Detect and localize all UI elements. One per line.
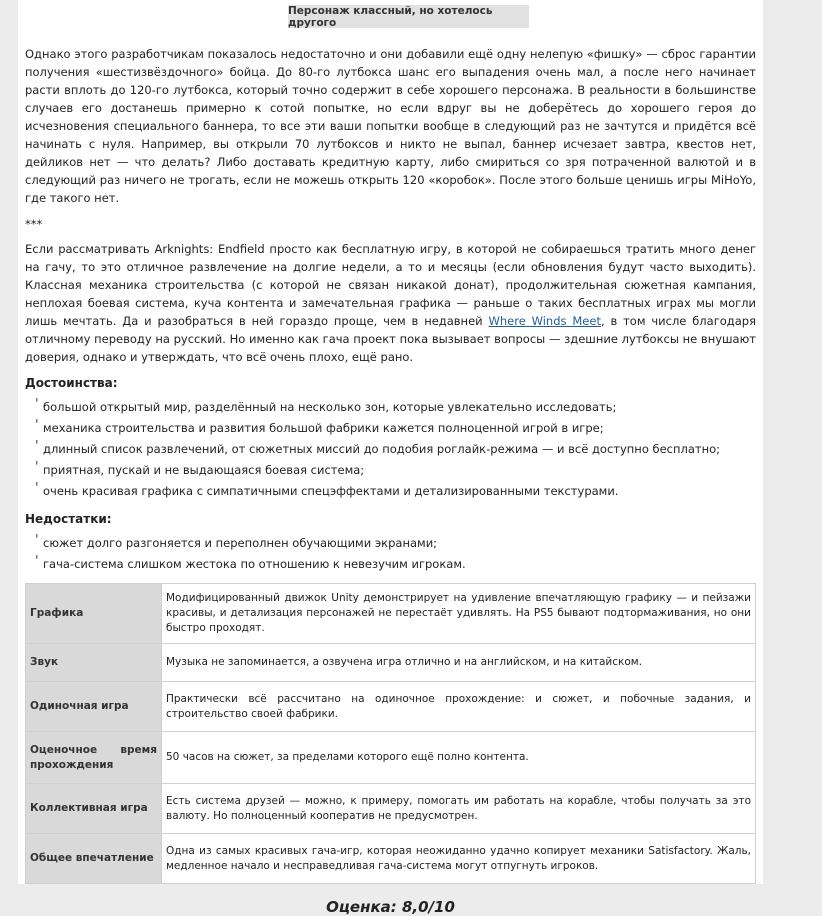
spec-label: Оценочное время прохождения (26, 732, 162, 784)
pros-item (35, 418, 756, 439)
pros-item (35, 439, 756, 460)
final-rating: Оценка: 8,0/10 (326, 898, 455, 916)
table-row (26, 644, 756, 682)
paragraph-conclusion (25, 240, 756, 366)
spec-value: Музыка не запоминается, а озвучена игра отлично и на английском, и на китайском. (162, 644, 756, 682)
pros-item (35, 481, 756, 502)
pros-item-text: механика строительства и развития большой фабрики кажется полноценной игрой в игре; (43, 421, 604, 435)
spec-label: Графика (26, 584, 162, 644)
pros-item-text: большой открытый мир, разделённый на несколько зон, которые увлекательно исследовать; (43, 400, 617, 414)
cons-list (25, 533, 756, 575)
pros-list (25, 397, 756, 502)
bullet-icon: ' (35, 439, 39, 454)
bullet-icon: ' (35, 554, 39, 569)
pros-item-text: длинный список развлечений, от сюжетных миссий до подобия роглайк-режима — и всё доступно бесплатно; (43, 442, 721, 456)
where-winds-meet-link[interactable]: Where Winds Meet (488, 314, 601, 328)
cons-item-text: гача-система слишком жестока по отношению к невезучим игрокам. (43, 557, 466, 571)
paragraph-gacha-reset: Однако этого разработчикам показалось недостаточно и они добавили ещё одну нелепую «фишку» — сброс гарантии получения «шестизвёздочного» бойца. До 80-го лутбокса шанс его выпадения очень мал, а после него начинает расти вплоть до 120-го лутбокса, который точно содержит в себе хорошего персонажа. В реальности в большинстве случаев его достанешь примерно к сотой попытке, но если вдруг вы не доберётесь до хорошего героя до исчезновения специального баннера, то все эти ваши попытки вообще в следующий раз не зачтутся и придётся всё начинать с нуля. Например, вы открыли 70 лутбоксов и никто не выпал, баннер исчезает завтра, квестов нет, дейликов нет — что делать? Либо доставать кредитную карту, либо смириться со зря потраченной валютой и в следующий раз ничего не трогать, если не можешь открыть 120 «коробок». После этого больше ценишь игры MiHoYo, где такого нет. (25, 47, 756, 205)
pros-item-text: приятная, пускай и не выдающаяся боевая система; (43, 463, 365, 477)
article-page (18, 0, 763, 916)
pros-item (35, 397, 756, 418)
cons-item (35, 554, 756, 575)
spec-label: Звук (26, 644, 162, 682)
pros-item (35, 460, 756, 481)
bullet-icon: ' (35, 460, 39, 475)
cons-heading: Недостатки: (25, 512, 112, 526)
section-separator: *** (25, 217, 43, 231)
table-row (26, 732, 756, 784)
spec-label: Одиночная игра (26, 682, 162, 732)
table-row (26, 784, 756, 834)
spec-value: Одна из самых красивых гача-игр, которая неожиданно удачно копирует механики Satisfactory. Жаль, медленное начало и несправедливая гача-система могут отпугнуть игроков. (162, 834, 756, 884)
table-row (26, 584, 756, 644)
pros-item-text: очень красивая графика с симпатичными спецэффектами и детализированными текстурами. (43, 484, 619, 498)
spec-label: Коллективная игра (26, 784, 162, 834)
paragraph-text: Если рассматривать Arknights: Endfield просто как бесплатную игру, в которой не собираешься тратить много денег на гачу, то это отличное развлечение на долгие недели, а то и месяцы (если обновления будут часто выходить). Классная механика строительства (с которой не связан никакой донат), продолжительная сюжетная кампания, неплохая боевая система, куча контента и замечательная графика — раньше о таких бесплатных играх мы могли лишь мечтать. Да и разобраться в ней гораздо проще, чем в недавней (25, 242, 756, 328)
spec-value: Есть система друзей — можно, к примеру, помогать им работать на корабле, чтобы получать за это валюту. Но полноценный кооператив не предусмотрен. (162, 784, 756, 834)
cons-item-text: сюжет долго разгоняется и переполнен обучающими экранами; (43, 536, 438, 550)
spec-label: Общее впечатление (26, 834, 162, 884)
spec-value: Модифицированный движок Unity демонстрирует на удивление впечатляющую графику — и пейзажи красивы, и детализация персонажей не перестаёт удивлять. На PS5 бывают подтормаживания, но они быстро проходят. (162, 584, 756, 644)
article-content (25, 45, 756, 916)
bullet-icon: ' (35, 533, 39, 548)
review-specs-table (25, 583, 756, 884)
table-row (26, 682, 756, 732)
paragraph-text: , в том числе благодаря отличному переводу на русский. Но именно как гача проект пока вызывает вопросы — здешние лутбоксы не внушают доверия, однако и утверждать, что всё очень плохо, ещё рано. (25, 314, 757, 364)
cons-item (35, 533, 756, 554)
spec-value: 50 часов на сюжет, за пределами которого ещё полно контента. (162, 732, 756, 784)
table-row (26, 834, 756, 884)
pros-heading: Достоинства: (25, 376, 118, 390)
image-caption: Персонаж классный, но хотелось другого (288, 5, 529, 28)
bullet-icon: ' (35, 397, 39, 412)
bullet-icon: ' (35, 481, 39, 496)
spec-value: Практически всё рассчитано на одиночное прохождение: и сюжет, и побочные задания, и строительство своей фабрики. (162, 682, 756, 732)
bullet-icon: ' (35, 418, 39, 433)
